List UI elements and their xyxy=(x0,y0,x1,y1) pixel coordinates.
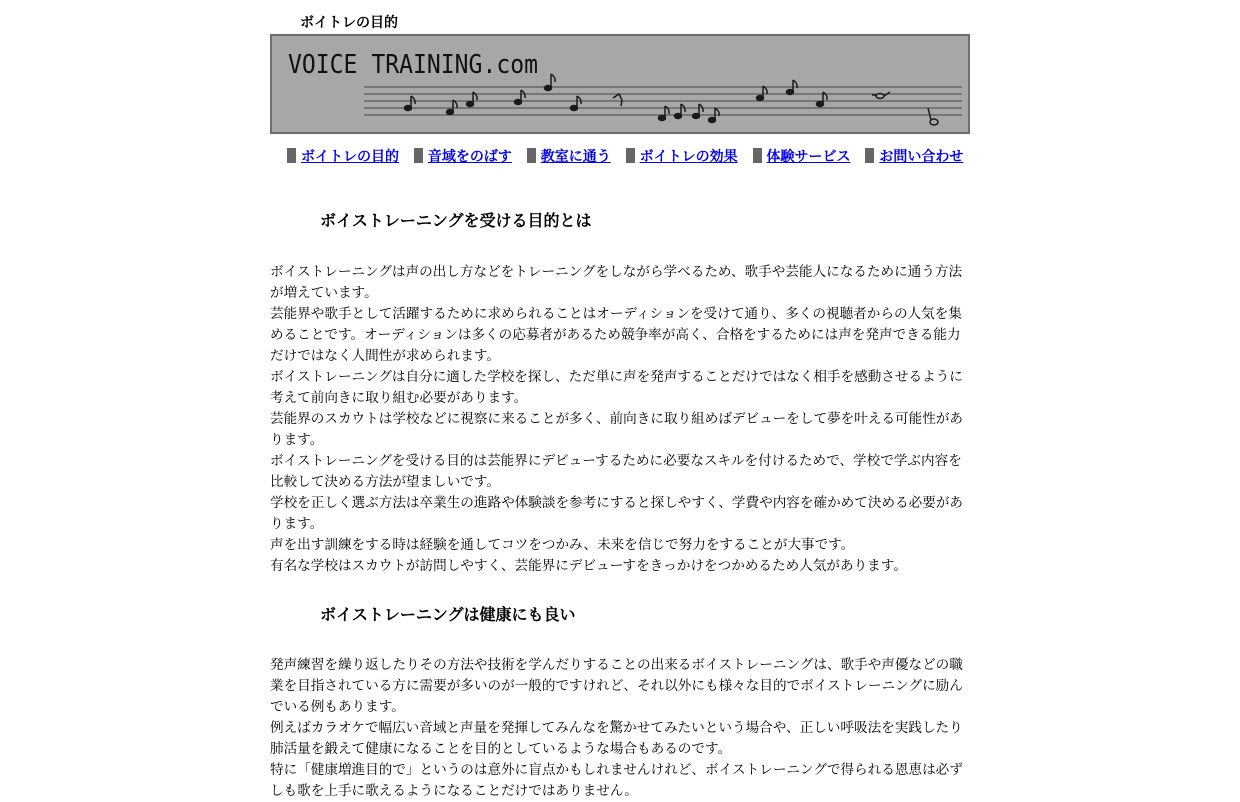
nav-link-school[interactable]: 教室に通う xyxy=(540,149,611,165)
paragraph: 特に「健康増進目的で」というのは意外に盲点かもしれませんけれど、ボイストレーニングで得られる恩恵は必ずしも歌を上手に歌えるようになることだけではありません。 xyxy=(270,762,963,799)
section-heading: ボイストレーニングは健康にも良い xyxy=(320,605,576,624)
nav-item-school[interactable] xyxy=(527,148,611,166)
nav-bullet-icon xyxy=(865,148,874,163)
section-heading: ボイストレーニングを受ける目的とは xyxy=(320,211,592,230)
paragraph: ボイストレーニングを受ける目的は芸能界にデビューするために必要なスキルを付けるためで、学校で学ぶ内容を比較して決める方法が望ましいです。 xyxy=(270,453,962,490)
nav-bullet-icon xyxy=(414,148,423,163)
banner-logo-text: VOICE TRAINING.com xyxy=(288,50,538,80)
paragraph: 芸能界や歌手として活躍するために求められることはオーディションを受けて通り、多くの視聴者からの人気を集めることです。オーディションは多くの応募者があるため競争率が高く、合格をするためには声を発声できる能力だけではなく人間性が求められます。 xyxy=(270,306,962,364)
main-nav xyxy=(287,148,973,166)
paragraph: ボイストレーニングは声の出し方などをトレーニングをしながら学べるため、歌手や芸能人になるために通う方法が増えています。 xyxy=(270,264,963,301)
paragraph: 学校を正しく選ぶ方法は卒業生の進路や体験談を参考にすると探しやすく、学費や内容を確かめて決める必要があります。 xyxy=(270,495,964,532)
music-note-icons xyxy=(405,74,939,125)
paragraph: 例えばカラオケで幅広い音域と声量を発揮してみんなを驚かせてみたいという場合や、正しい呼吸法を実践したり肺活量を鍛えて健康になることを目的としているような場合もあるのです。 xyxy=(270,720,963,757)
nav-item-trial[interactable] xyxy=(753,148,851,166)
nav-link-range[interactable]: 音域をのばす xyxy=(427,149,512,165)
site-banner[interactable] xyxy=(270,34,970,134)
nav-item-range[interactable] xyxy=(414,148,512,166)
nav-bullet-icon xyxy=(527,148,536,163)
nav-item-contact[interactable] xyxy=(865,148,963,166)
nav-bullet-icon xyxy=(626,148,635,163)
paragraph: ボイストレーニングは自分に適した学校を探し、ただ単に声を発声することだけではなく相手を感動させるように考えて前向きに取り組む必要があります。 xyxy=(270,369,963,406)
nav-link-trial[interactable]: 体験サービス xyxy=(766,149,851,165)
paragraph: 声を出す訓練をする時は経験を通してコツをつかみ、未来を信じで努力をすることが大事です。 xyxy=(270,537,855,553)
nav-item-purpose[interactable] xyxy=(287,148,399,166)
paragraph: 芸能界のスカウトは学校などに視察に来ることが多く、前向きに取り組めばデビューをして夢を叶える可能性があります。 xyxy=(270,411,964,448)
section-body xyxy=(270,262,970,577)
nav-link-contact[interactable]: お問い合わせ xyxy=(879,149,964,165)
banner-image xyxy=(272,36,968,132)
nav-item-effect[interactable] xyxy=(626,148,738,166)
nav-link-purpose[interactable]: ボイトレの目的 xyxy=(301,149,399,165)
site-title: ボイトレの目的 xyxy=(300,15,398,31)
nav-link-effect[interactable]: ボイトレの効果 xyxy=(639,149,738,165)
paragraph: 発声練習を繰り返したりその方法や技術を学んだりすることの出来るボイストレーニングは、歌手や声優などの職業を目指されている方に需要が多いのが一般的ですけれど、それ以外にも様々な目的でボイストレーニングに励んでいる例もあります。 xyxy=(270,657,963,715)
section-body xyxy=(270,655,970,802)
nav-bullet-icon xyxy=(753,148,762,163)
nav-bullet-icon xyxy=(287,148,296,163)
paragraph: 有名な学校はスカウトが訪問しやすく、芸能界にデビューすをきっかけをつかめるため人気があります。 xyxy=(270,558,907,574)
